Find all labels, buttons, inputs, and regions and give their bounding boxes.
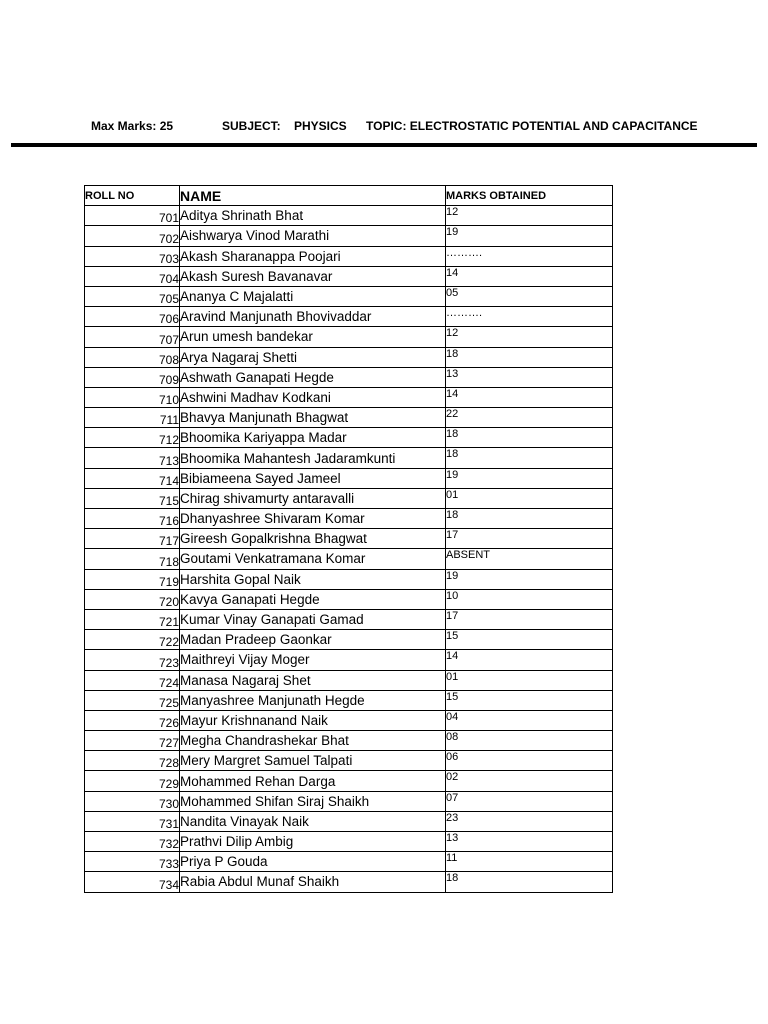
table-row — [85, 488, 613, 508]
table-row — [85, 347, 613, 367]
roll-no-cell: 729 — [85, 771, 180, 791]
student-name-cell: Akash Sharanappa Poojari — [180, 246, 446, 266]
roll-no-cell: 709 — [85, 367, 180, 387]
table-header-row — [85, 186, 613, 206]
marks-cell: 10 — [446, 589, 613, 609]
roll-no-cell: 718 — [85, 549, 180, 569]
marks-cell: 19 — [446, 468, 613, 488]
marks-cell: 05 — [446, 286, 613, 306]
table-row — [85, 630, 613, 650]
student-name-cell: Maithreyi Vijay Moger — [180, 650, 446, 670]
student-name-cell: Manyashree Manjunath Hegde — [180, 690, 446, 710]
roll-no-cell: 732 — [85, 832, 180, 852]
marks-cell: 08 — [446, 731, 613, 751]
roll-no-cell: 719 — [85, 569, 180, 589]
student-name-cell: Arun umesh bandekar — [180, 327, 446, 347]
roll-no-cell: 721 — [85, 609, 180, 629]
table-row — [85, 650, 613, 670]
table-row — [85, 852, 613, 872]
student-name-cell: Priya P Gouda — [180, 852, 446, 872]
table-row — [85, 549, 613, 569]
student-name-cell: Chirag shivamurty antaravalli — [180, 488, 446, 508]
marks-cell: 18 — [446, 428, 613, 448]
student-name-cell: Aravind Manjunath Bhovivaddar — [180, 307, 446, 327]
marks-cell: 22 — [446, 408, 613, 428]
marks-cell: 18 — [446, 509, 613, 529]
student-name-cell: Madan Pradeep Gaonkar — [180, 630, 446, 650]
table-row — [85, 286, 613, 306]
table-row — [85, 710, 613, 730]
roll-no-cell: 716 — [85, 509, 180, 529]
table-row — [85, 811, 613, 831]
student-name-cell: Manasa Nagaraj Shet — [180, 670, 446, 690]
student-name-cell: Aishwarya Vinod Marathi — [180, 226, 446, 246]
student-name-cell: Bhoomika Mahantesh Jadaramkunti — [180, 448, 446, 468]
roll-no-cell: 702 — [85, 226, 180, 246]
roll-no-cell: 727 — [85, 731, 180, 751]
student-name-cell: Ashwath Ganapati Hegde — [180, 367, 446, 387]
roll-no-cell: 714 — [85, 468, 180, 488]
column-header-roll-no: ROLL NO — [85, 186, 180, 206]
marks-cell: 17 — [446, 609, 613, 629]
roll-no-cell: 715 — [85, 488, 180, 508]
max-marks-label: Max Marks: 25 — [91, 119, 174, 133]
marks-cell: ABSENT — [446, 549, 613, 569]
marks-cell: 19 — [446, 226, 613, 246]
marks-cell: 14 — [446, 387, 613, 407]
marks-cell: 19 — [446, 569, 613, 589]
student-name-cell: Mohammed Rehan Darga — [180, 771, 446, 791]
topic-label: TOPIC: ELECTROSTATIC POTENTIAL AND CAPACITANCE — [366, 119, 698, 133]
student-name-cell: Goutami Venkatramana Komar — [180, 549, 446, 569]
roll-no-cell: 733 — [85, 852, 180, 872]
roll-no-cell: 731 — [85, 811, 180, 831]
marks-table-body — [85, 206, 613, 892]
roll-no-cell: 722 — [85, 630, 180, 650]
marks-cell: 14 — [446, 650, 613, 670]
table-row — [85, 367, 613, 387]
table-row — [85, 529, 613, 549]
marks-cell: 18 — [446, 347, 613, 367]
roll-no-cell: 720 — [85, 589, 180, 609]
marks-cell: 11 — [446, 852, 613, 872]
roll-no-cell: 706 — [85, 307, 180, 327]
student-name-cell: Dhanyashree Shivaram Komar — [180, 509, 446, 529]
table-row — [85, 751, 613, 771]
marks-cell: 02 — [446, 771, 613, 791]
table-row — [85, 468, 613, 488]
column-header-marks-obtained: MARKS OBTAINED — [446, 186, 613, 206]
table-row — [85, 731, 613, 751]
table-row — [85, 690, 613, 710]
roll-no-cell: 708 — [85, 347, 180, 367]
table-row — [85, 266, 613, 286]
roll-no-cell: 701 — [85, 206, 180, 226]
student-name-cell: Arya Nagaraj Shetti — [180, 347, 446, 367]
table-row — [85, 428, 613, 448]
roll-no-cell: 712 — [85, 428, 180, 448]
student-name-cell: Kumar Vinay Ganapati Gamad — [180, 609, 446, 629]
marks-cell: ………. — [446, 307, 613, 327]
subject-value: PHYSICS — [294, 119, 347, 133]
table-row — [85, 307, 613, 327]
column-header-name: NAME — [180, 186, 446, 206]
table-row — [85, 609, 613, 629]
table-row — [85, 246, 613, 266]
subject-label: SUBJECT: — [222, 119, 281, 133]
roll-no-cell: 705 — [85, 286, 180, 306]
table-row — [85, 589, 613, 609]
student-name-cell: Aditya Shrinath Bhat — [180, 206, 446, 226]
table-row — [85, 448, 613, 468]
marks-cell: 17 — [446, 529, 613, 549]
marks-cell: 12 — [446, 327, 613, 347]
roll-no-cell: 730 — [85, 791, 180, 811]
roll-no-cell: 703 — [85, 246, 180, 266]
student-name-cell: Bhoomika Kariyappa Madar — [180, 428, 446, 448]
marks-cell: 12 — [446, 206, 613, 226]
marks-cell: 23 — [446, 811, 613, 831]
student-name-cell: Prathvi Dilip Ambig — [180, 832, 446, 852]
table-row — [85, 670, 613, 690]
student-name-cell: Gireesh Gopalkrishna Bhagwat — [180, 529, 446, 549]
marks-table — [84, 185, 613, 893]
student-name-cell: Mohammed Shifan Siraj Shaikh — [180, 791, 446, 811]
marks-cell: 01 — [446, 488, 613, 508]
student-name-cell: Megha Chandrashekar Bhat — [180, 731, 446, 751]
marks-cell: ………. — [446, 246, 613, 266]
student-name-cell: Nandita Vinayak Naik — [180, 811, 446, 831]
table-row — [85, 569, 613, 589]
roll-no-cell: 726 — [85, 710, 180, 730]
student-name-cell: Akash Suresh Bavanavar — [180, 266, 446, 286]
student-name-cell: Ashwini Madhav Kodkani — [180, 387, 446, 407]
student-name-cell: Bhavya Manjunath Bhagwat — [180, 408, 446, 428]
student-name-cell: Mayur Krishnanand Naik — [180, 710, 446, 730]
student-name-cell: Ananya C Majalatti — [180, 286, 446, 306]
roll-no-cell: 710 — [85, 387, 180, 407]
student-name-cell: Rabia Abdul Munaf Shaikh — [180, 872, 446, 892]
table-row — [85, 791, 613, 811]
marks-cell: 13 — [446, 367, 613, 387]
student-name-cell: Mery Margret Samuel Talpati — [180, 751, 446, 771]
table-row — [85, 832, 613, 852]
roll-no-cell: 717 — [85, 529, 180, 549]
student-name-cell: Bibiameena Sayed Jameel — [180, 468, 446, 488]
marks-cell: 15 — [446, 630, 613, 650]
roll-no-cell: 713 — [85, 448, 180, 468]
roll-no-cell: 725 — [85, 690, 180, 710]
document-header — [0, 119, 768, 137]
roll-no-cell: 728 — [85, 751, 180, 771]
roll-no-cell: 704 — [85, 266, 180, 286]
marks-cell: 15 — [446, 690, 613, 710]
header-divider — [11, 143, 757, 147]
marks-cell: 18 — [446, 448, 613, 468]
student-name-cell: Kavya Ganapati Hegde — [180, 589, 446, 609]
marks-cell: 06 — [446, 751, 613, 771]
marks-cell: 14 — [446, 266, 613, 286]
table-row — [85, 509, 613, 529]
marks-cell: 04 — [446, 710, 613, 730]
marks-cell: 07 — [446, 791, 613, 811]
table-row — [85, 387, 613, 407]
marks-cell: 18 — [446, 872, 613, 892]
table-row — [85, 771, 613, 791]
student-name-cell: Harshita Gopal Naik — [180, 569, 446, 589]
table-row — [85, 408, 613, 428]
roll-no-cell: 734 — [85, 872, 180, 892]
table-row — [85, 226, 613, 246]
table-row — [85, 206, 613, 226]
roll-no-cell: 711 — [85, 408, 180, 428]
roll-no-cell: 707 — [85, 327, 180, 347]
marks-cell: 13 — [446, 832, 613, 852]
marks-cell: 01 — [446, 670, 613, 690]
roll-no-cell: 723 — [85, 650, 180, 670]
table-row — [85, 327, 613, 347]
roll-no-cell: 724 — [85, 670, 180, 690]
table-row — [85, 872, 613, 892]
